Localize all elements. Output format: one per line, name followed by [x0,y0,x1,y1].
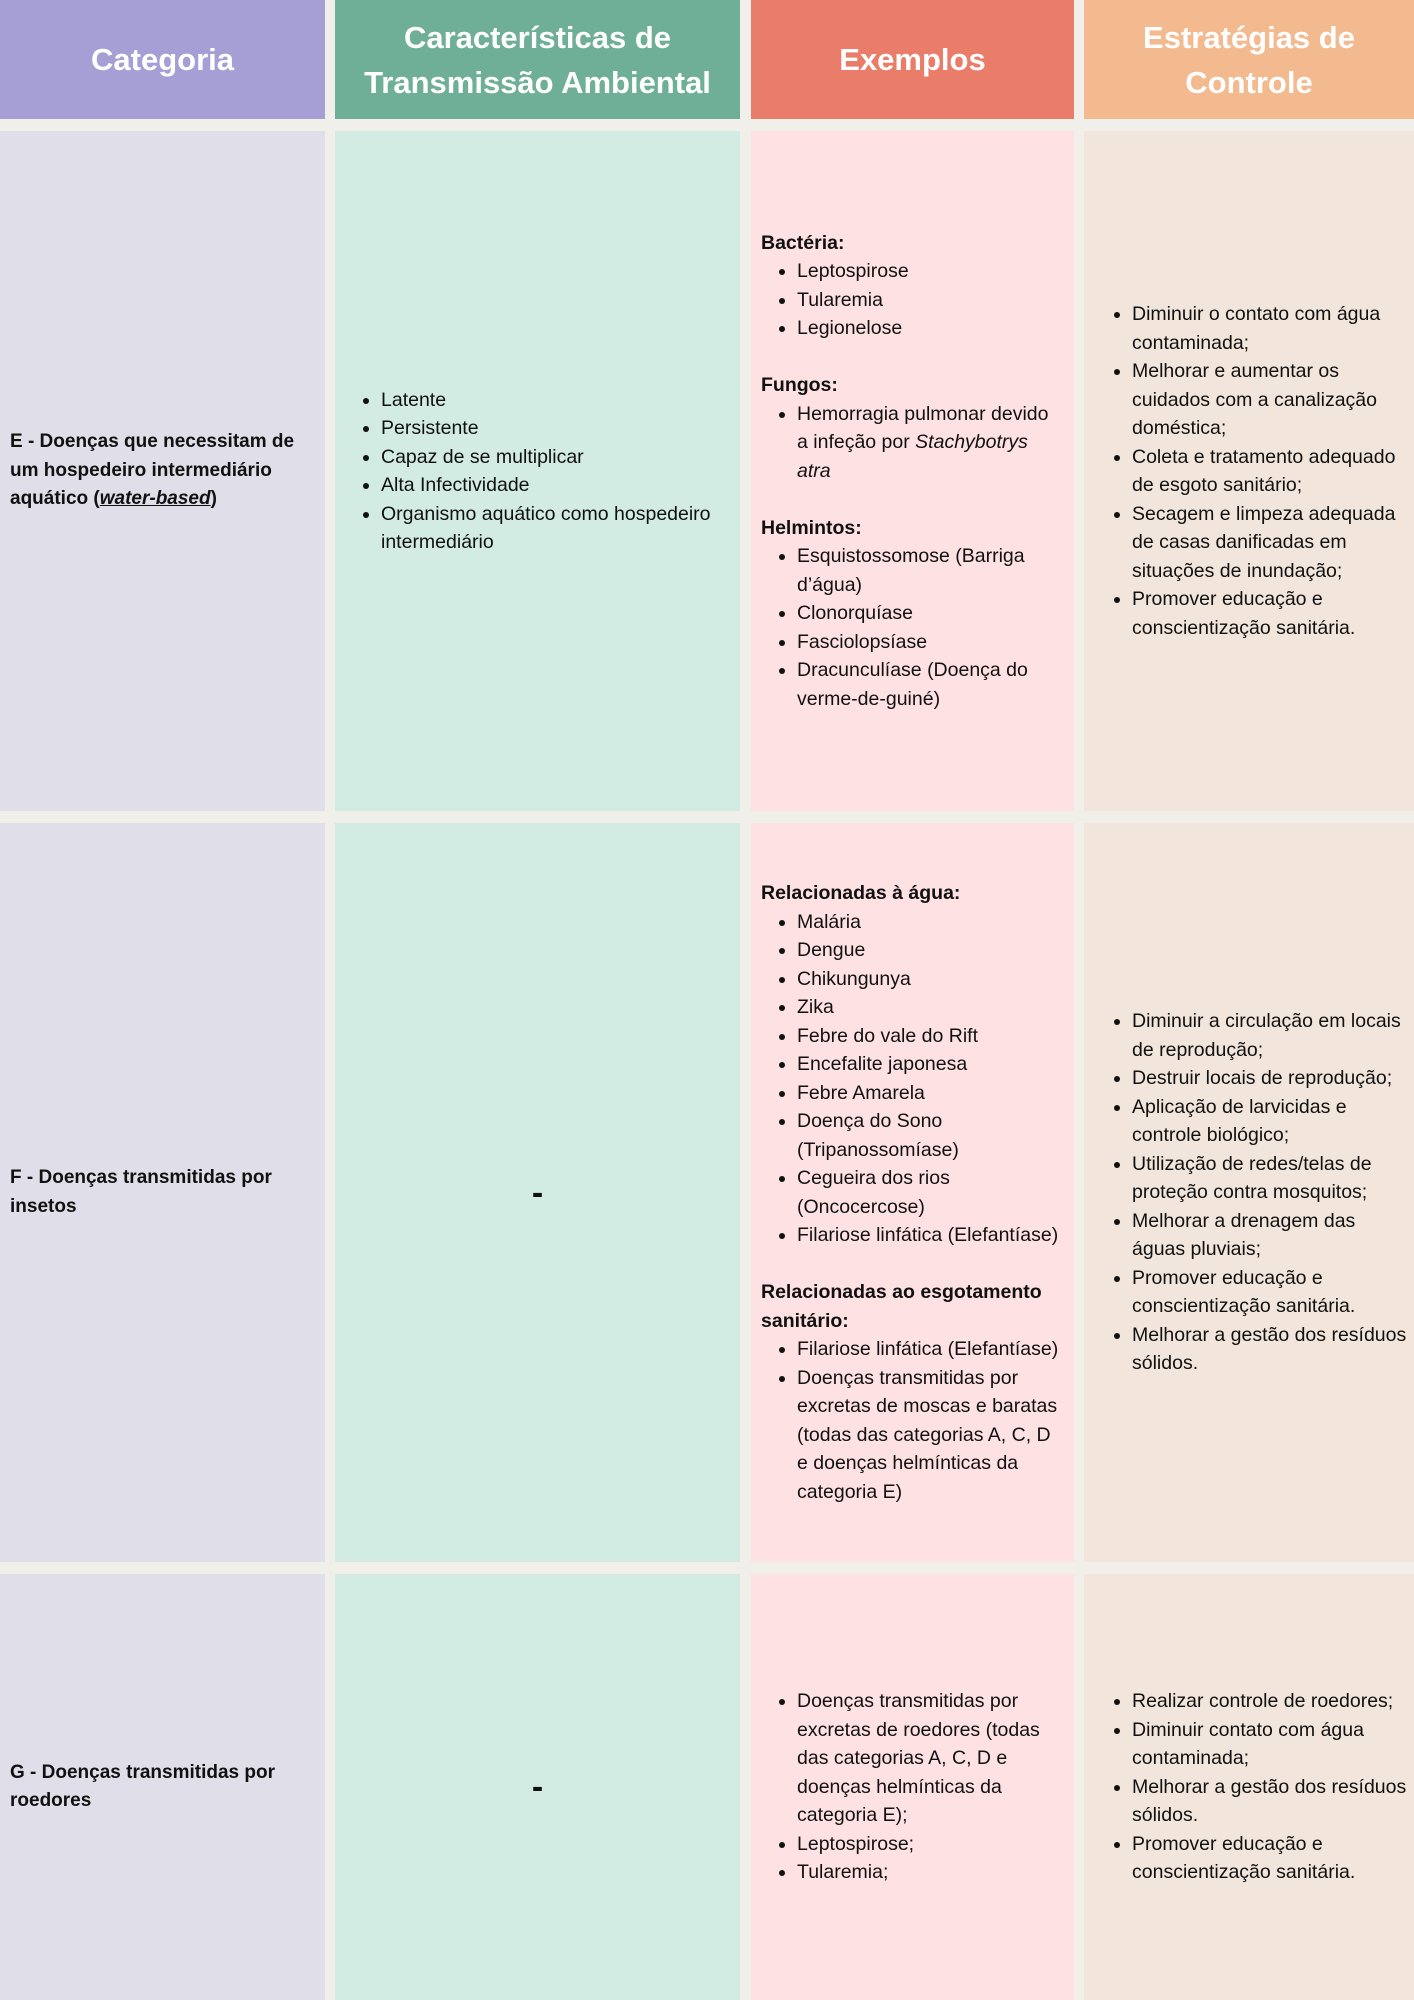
list-item: • Secagem e limpeza adequada de casas danificadas em situações de inundação; [1132,500,1410,586]
strategies-list [1096,1007,1410,1378]
group-title: Helmintos: [761,516,862,539]
list-item: • Destruir locais de reprodução; [1132,1064,1410,1093]
list-item: • Cegueira dos rios (Oncocercose) [797,1164,1064,1221]
header-exemplos: Exemplos [751,0,1074,119]
list-item: • Leptospirose [797,257,1064,286]
list-item: • Organismo aquático como hospedeiro intermediário [381,500,730,557]
list-item: • Febre Amarela [797,1079,1064,1108]
group-title: Relacionadas ao esgotamento sanitário: [761,1281,1042,1332]
list-item: • Doenças transmitidas por excretas de roedores (todas das categorias A, C, D e doenças helmínticas da categoria E); [797,1687,1064,1830]
list-item: • Fasciolopsíase [797,628,1064,657]
list-item: • Doença do Sono (Tripanossomíase) [797,1107,1064,1164]
list-item: • Febre do vale do Rift [797,1022,1064,1051]
examples-list [761,257,1064,343]
category-label: G - Doenças transmitidas por roedores [10,1761,276,1811]
list-item: • Melhorar a gestão dos resíduos sólidos. [1132,1773,1410,1830]
examples-cell-e [751,131,1074,811]
header-estrategias: Estratégias de Controle [1084,0,1414,119]
list-item: • Tularemia [797,286,1064,315]
characteristics-cell-f [335,823,740,1562]
list-item: • Zika [797,993,1064,1022]
strategies-cell-g [1084,1574,1414,2000]
list-item: • Diminuir o contato com água contaminada; [1132,300,1410,357]
list-item: • Encefalite japonesa [797,1050,1064,1079]
list-item: • Chikungunya [797,965,1064,994]
characteristics-cell-e [335,131,740,811]
header-categoria: Categoria [0,0,325,119]
list-item: • Filariose linfática (Elefantíase) [797,1335,1064,1364]
examples-cell-g [751,1574,1074,2000]
category-label: E - Doenças que necessitam de um hospedeiro intermediário aquático (water-based) [10,431,295,510]
characteristics-list [345,386,730,557]
list-item: • Realizar controle de roedores; [1132,1687,1410,1716]
examples-cell-f [751,823,1074,1562]
characteristics-cell-g [335,1574,740,2000]
list-item: • Alta Infectividade [381,471,730,500]
list-item: • Dengue [797,936,1064,965]
list-item: • Esquistossomose (Barriga d’água) [797,542,1064,599]
header-caracteristicas: Características de Transmissão Ambiental [335,0,740,119]
list-item: • Dracunculíase (Doença do verme-de-guiné) [797,656,1064,713]
examples-list [761,542,1064,713]
list-item: • Diminuir contato com água contaminada; [1132,1716,1410,1773]
list-item: • Clonorquíase [797,599,1064,628]
list-item: • Aplicação de larvicidas e controle biológico; [1132,1093,1410,1150]
group-title: Relacionadas à água: [761,882,961,904]
list-item: • Melhorar a gestão dos resíduos sólidos. [1132,1321,1410,1378]
list-item: • Melhorar e aumentar os cuidados com a canalização doméstica; [1132,357,1410,443]
category-cell-g [0,1574,325,2000]
strategies-list [1096,1687,1410,1887]
empty-dash: - [531,1768,544,1806]
strategies-list [1096,300,1410,642]
list-item: • Hemorragia pulmonar devido a infeção por Stachybotrys atra [797,400,1064,486]
category-cell-f [0,823,325,1562]
group-title: Bactéria: [761,231,845,254]
list-item: • Utilização de redes/telas de proteção contra mosquitos; [1132,1150,1410,1207]
category-cell-e [0,131,325,811]
list-item: • Legionelose [797,314,1064,343]
examples-list [761,1335,1064,1506]
list-item: • Filariose linfática (Elefantíase) [797,1221,1064,1250]
empty-dash: - [531,1173,544,1212]
species-name: Stachybotrys atra [797,431,1028,482]
list-item: • Tularemia; [797,1858,1064,1887]
list-item: • Promover educação e conscientização sanitária. [1132,1264,1410,1321]
list-item: • Capaz de se multiplicar [381,443,730,472]
water-based-term: water-based [99,488,211,510]
examples-list [761,908,1064,1250]
examples-list [761,1687,1064,1887]
strategies-cell-e [1084,131,1414,811]
examples-list [761,400,1064,486]
list-item: • Melhorar a drenagem das águas pluviais; [1132,1207,1410,1264]
strategies-cell-f [1084,823,1414,1562]
list-item: • Promover educação e conscientização sanitária. [1132,585,1410,642]
category-label: F - Doenças transmitidas por insetos [10,1167,272,1217]
list-item: • Promover educação e conscientização sanitária. [1132,1830,1410,1887]
list-item: • Latente [381,386,730,415]
list-item: • Doenças transmitidas por excretas de moscas e baratas (todas das categorias A, C, D e doenças helmínticas da categoria E) [797,1364,1064,1507]
list-item: • Malária [797,908,1064,937]
group-title: Fungos: [761,374,838,397]
list-item: • Leptospirose; [797,1830,1064,1859]
list-item: • Persistente [381,414,730,443]
list-item: • Coleta e tratamento adequado de esgoto sanitário; [1132,443,1410,500]
list-item: • Diminuir a circulação em locais de reprodução; [1132,1007,1410,1064]
